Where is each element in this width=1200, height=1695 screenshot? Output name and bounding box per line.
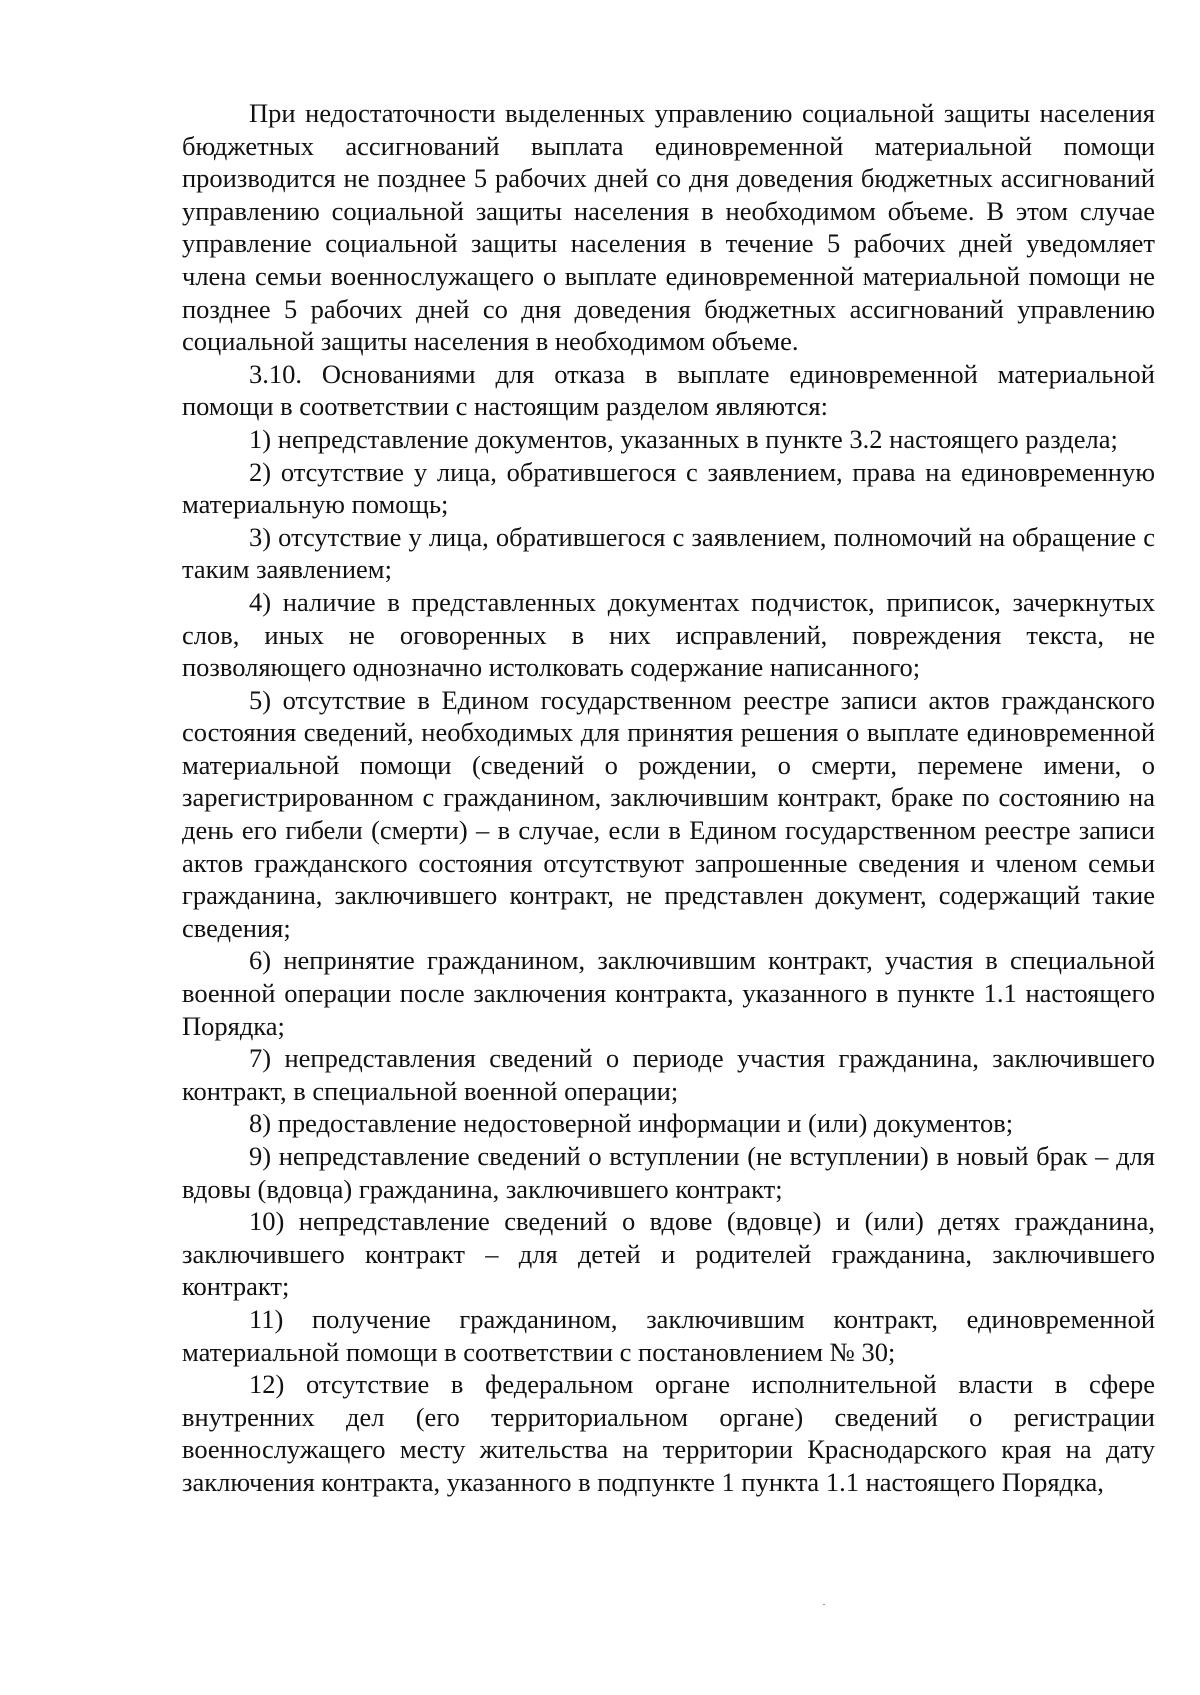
list-item-2: 2) отсутствие у лица, обратившегося с заявлением, права на единовременную материальную помощь; bbox=[182, 456, 1155, 520]
list-item-12: 12) отсутствие в федеральном органе исполнительной власти в сфере внутренних дел (его территориальном органе) сведений о регистрации военнослужащего месту жительства на территории Краснодарского края на дату заключения контракта, указанного в подпункте 1 пункта 1.1 настоящего Порядка, bbox=[182, 1369, 1155, 1497]
list-item-4: 4) наличие в представленных документах подчисток, приписок, зачеркнутых слов, иных не оговоренных в них исправлений, повреждения текста, не позволяющего однозначно истолковать содержание написанного; bbox=[182, 586, 1155, 683]
document-body bbox=[182, 97, 1155, 1499]
list-item-5: 5) отсутствие в Едином государственном реестре записи актов гражданского состояния сведений, необходимых для принятия решения о выплате единовременной материальной помощи (сведений о рождении, о смерти, перемене имени, о зарегистрированном с гражданином, заключившим контракт, браке по состоянию на день его гибели (смерти) – в случае, если в Едином государственном реестре записи актов гражданского состояния отсутствуют запрошенные сведения и членом семьи гражданина, заключившего контракт, не представлен документ, содержащий такие сведения; bbox=[182, 684, 1155, 943]
list-item-9: 9) непредставление сведений о вступлении (не вступлении) в новый брак – для вдовы (вдовца) гражданина, заключившего контракт; bbox=[182, 1141, 1155, 1204]
list-item-3: 3) отсутствие у лица, обратившегося с заявлением, полномочий на обращение с таким заявлением; bbox=[182, 521, 1155, 585]
scan-artifact bbox=[823, 1604, 825, 1605]
paragraph-budget-insufficiency: При недостаточности выделенных управлению социальной защиты населения бюджетных ассигнований выплата единовременной материальной помощи производится не позднее 5 рабочих дней со дня доведения бюджетных ассигнований управлению социальной защиты населения в необходимом объеме. В этом случае управление социальной защиты населения в течение 5 рабочих дней уведомляет члена семьи военнослужащего о выплате единовременной материальной помощи не позднее 5 рабочих дней со дня доведения бюджетных ассигнований управлению социальной защиты населения в необходимом объеме. bbox=[182, 98, 1155, 357]
list-item-7: 7) непредставления сведений о периоде участия гражданина, заключившего контракт, в специальной военной операции; bbox=[182, 1043, 1155, 1106]
list-item-10: 10) непредставление сведений о вдове (вдовце) и (или) детях гражданина, заключившего контракт – для детей и родителей гражданина, заключившего контракт; bbox=[182, 1206, 1155, 1302]
list-item-6: 6) непринятие гражданином, заключившим контракт, участия в специальной военной операции после заключения контракта, указанного в пункте 1.1 настоящего Порядка; bbox=[182, 945, 1155, 1041]
list-item-8: 8) предоставление недостоверной информации и (или) документов; bbox=[249, 1108, 1014, 1139]
list-item-11: 11) получение гражданином, заключившим контракт, единовременной материальной помощи в соответствии с постановлением № 30; bbox=[182, 1303, 1155, 1367]
paragraph-3-10-refusal-grounds: 3.10. Основаниями для отказа в выплате единовременной материальной помощи в соответствии с настоящим разделом являются: bbox=[182, 358, 1155, 422]
list-item-1: 1) непредставление документов, указанных в пункте 3.2 настоящего раздела; bbox=[249, 423, 1118, 454]
